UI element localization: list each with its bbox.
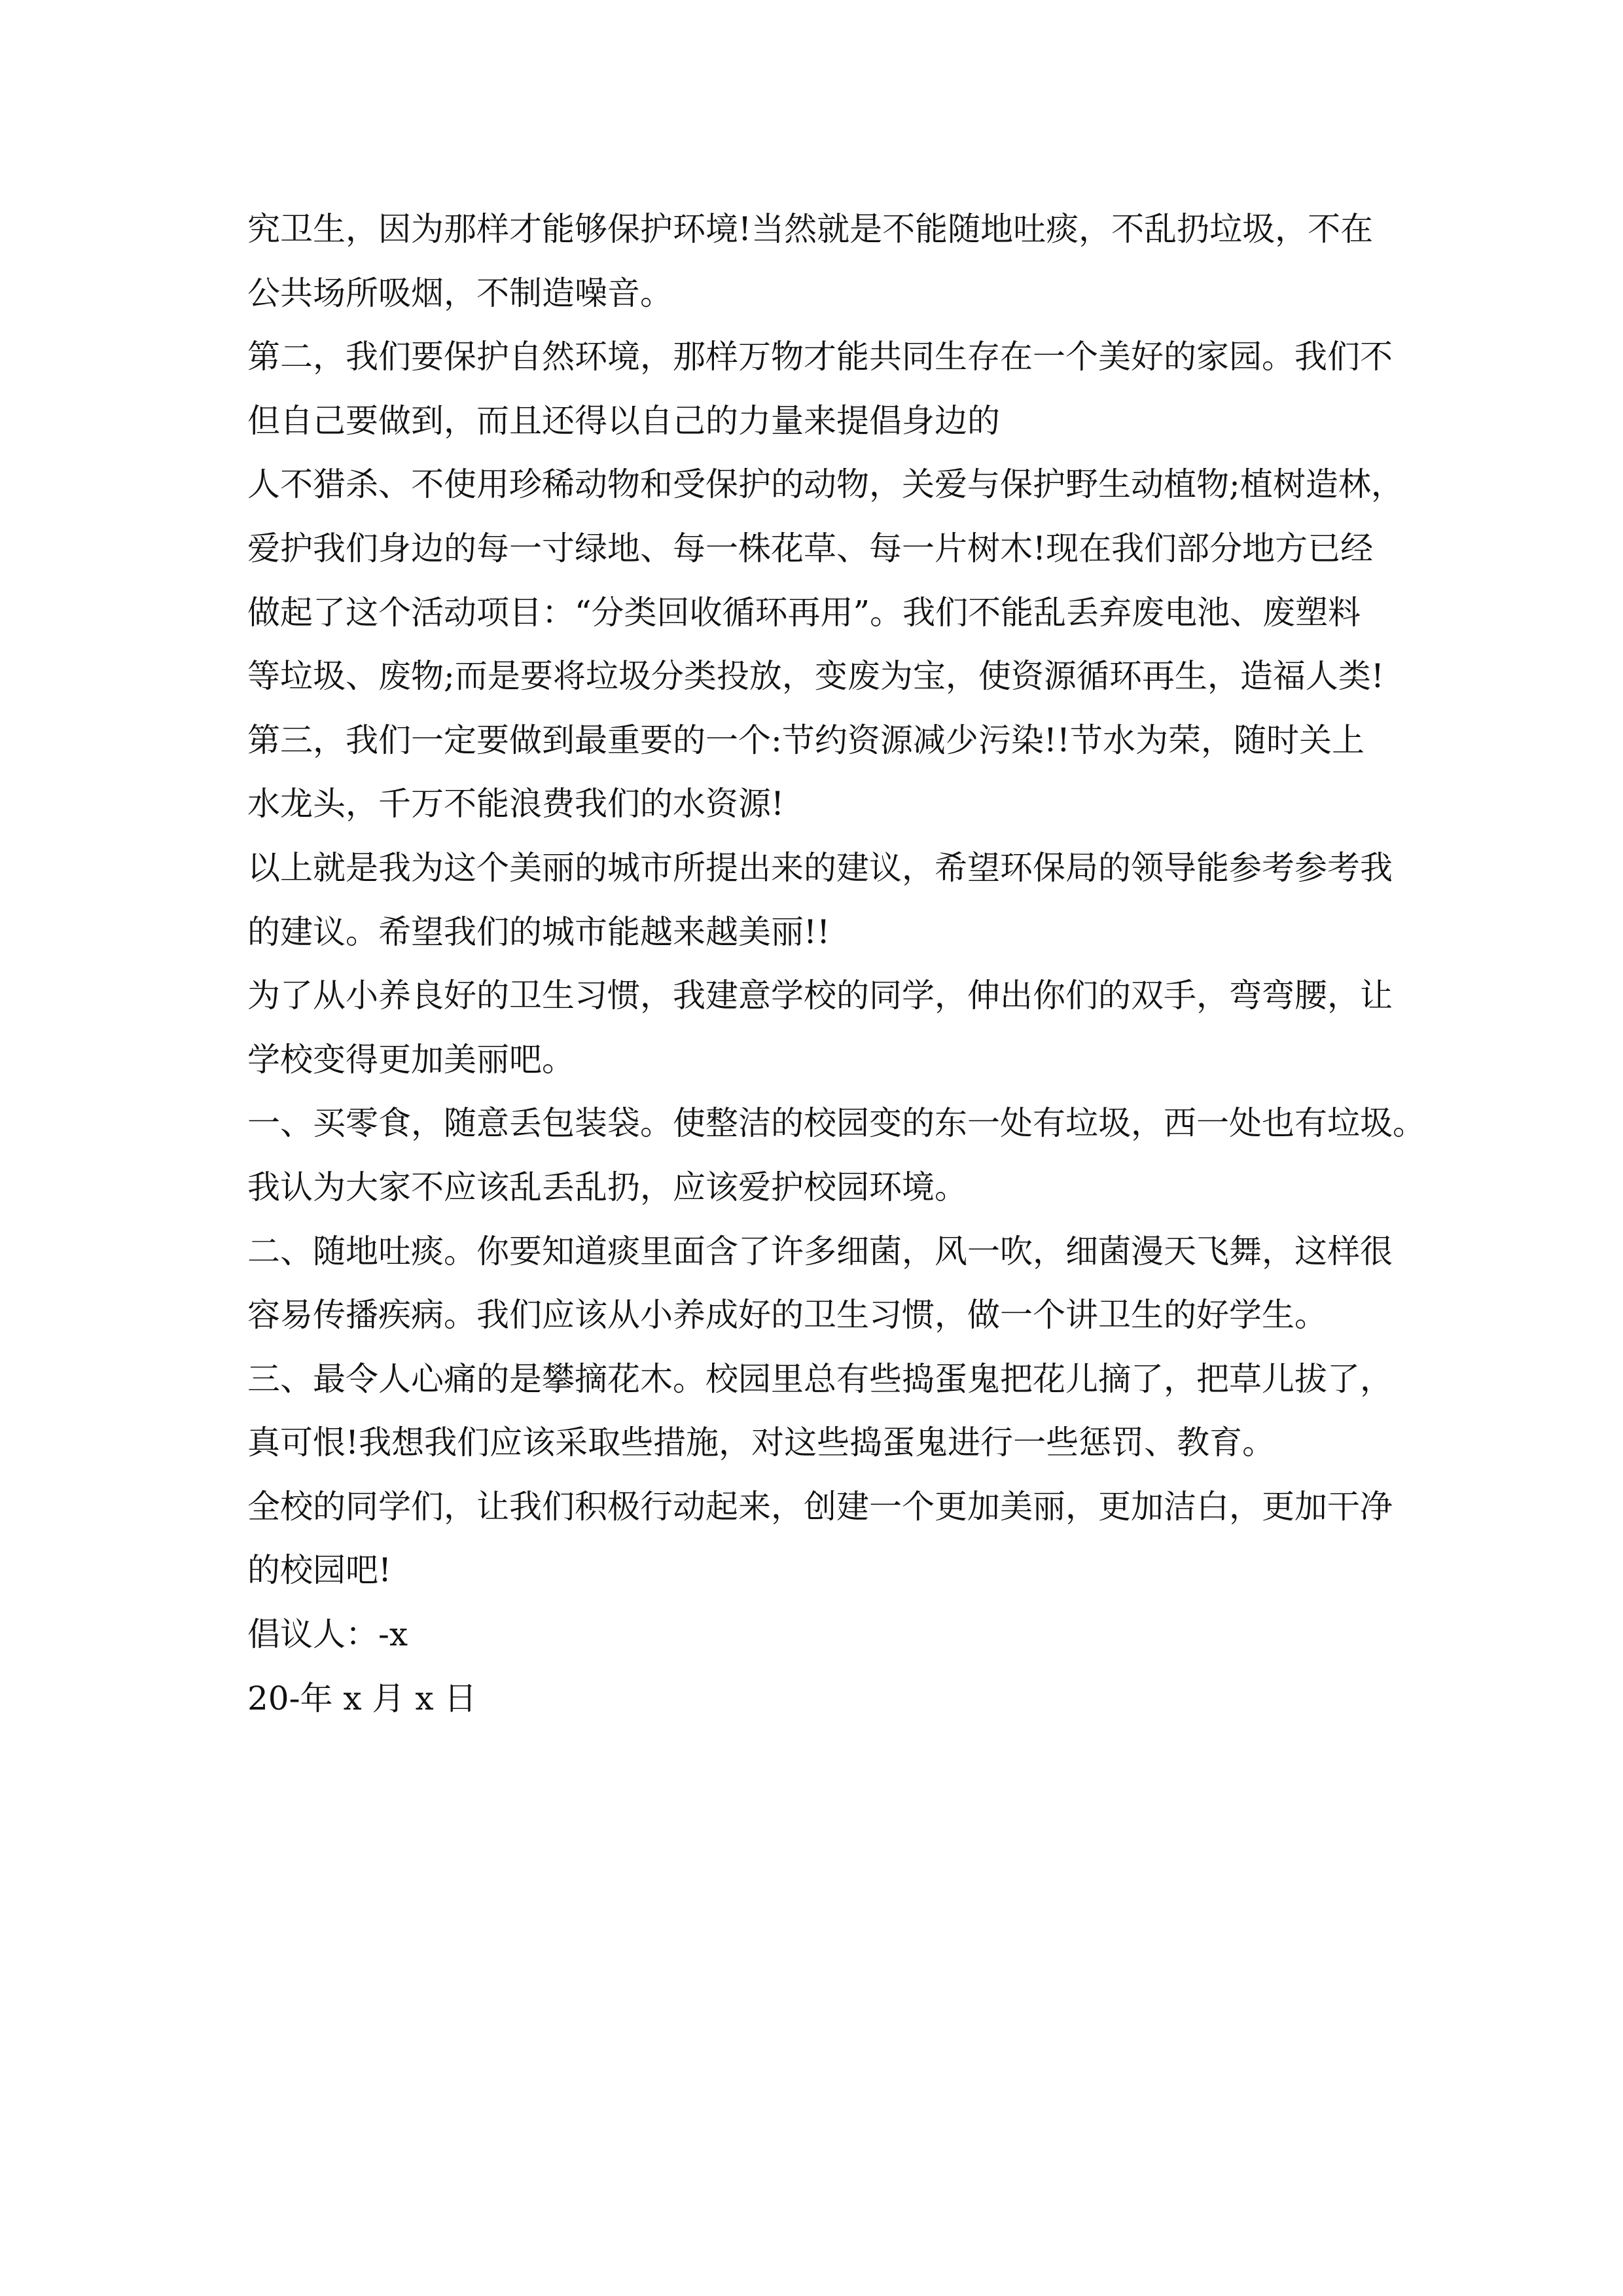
text-line: 我认为大家不应该乱丢乱扔，应该爱护校园环境。 — [247, 1168, 967, 1206]
text-line: 做起了这个活动项目：“分类回收循环再用”。我们不能乱丢弃废电池、废塑料 — [247, 593, 1361, 632]
document-body — [247, 198, 1425, 1731]
text-line: 全校的同学们，让我们积极行动起来，创建一个更加美丽，更加洁白，更加干净 — [247, 1487, 1393, 1526]
text-line: 真可恨!我想我们应该采取些措施，对这些捣蛋鬼进行一些惩罚、教育。 — [247, 1424, 1275, 1462]
signature-line: 倡议人：-x — [247, 1615, 408, 1654]
text-line: 究卫生，因为那样才能够保护环境!当然就是不能随地吐痰，不乱扔垃圾，不在 — [247, 210, 1374, 248]
text-line: 的校园吧! — [247, 1551, 392, 1590]
text-line: 第二，我们要保护自然环境，那样万物才能共同生存在一个美好的家园。我们不 — [247, 338, 1393, 376]
text-line: 水龙头，千万不能浪费我们的水资源! — [247, 785, 785, 823]
text-line: 一、买零食，随意丢包装袋。使整洁的校园变的东一处有垃圾，西一处也有垃圾。 — [247, 1104, 1425, 1143]
text-line: 爱护我们身边的每一寸绿地、每一株花草、每一片树木!现在我们部分地方已经 — [247, 529, 1374, 567]
text-line: 三、最令人心痛的是攀摘花木。校园里总有些捣蛋鬼把花儿摘了，把草儿拔了， — [247, 1359, 1393, 1398]
text-line: 但自己要做到，而且还得以自己的力量来提倡身边的 — [247, 401, 1000, 440]
text-line: 二、随地吐痰。你要知道痰里面含了许多细菌，风一吹，细菌漫天飞舞，这样很 — [247, 1232, 1393, 1270]
text-line: 学校变得更加美丽吧。 — [247, 1040, 575, 1079]
text-line: 的建议。希望我们的城市能越来越美丽!! — [247, 912, 830, 951]
text-line: 公共场所吸烟，不制造噪音。 — [247, 274, 673, 312]
date-line: 20-年 x 月 x 日 — [247, 1679, 477, 1717]
text-line: 为了从小养良好的卫生习惯，我建意学校的同学，伸出你们的双手，弯弯腰，让 — [247, 977, 1393, 1015]
text-line: 第三，我们一定要做到最重要的一个:节约资源减少污染!!节水为荣，随时关上 — [247, 721, 1365, 759]
text-line: 容易传播疾病。我们应该从小养成好的卫生习惯，做一个讲卫生的好学生。 — [247, 1296, 1327, 1335]
text-line: 以上就是我为这个美丽的城市所提出来的建议，希望环保局的领导能参考参考我 — [247, 848, 1393, 887]
text-line: 等垃圾、废物;而是要将垃圾分类投放，变废为宝，使资源循环再生，造福人类! — [247, 657, 1384, 696]
text-line: 人不猎杀、不使用珍稀动物和受保护的动物，关爱与保护野生动植物;植树造林， — [247, 465, 1404, 504]
